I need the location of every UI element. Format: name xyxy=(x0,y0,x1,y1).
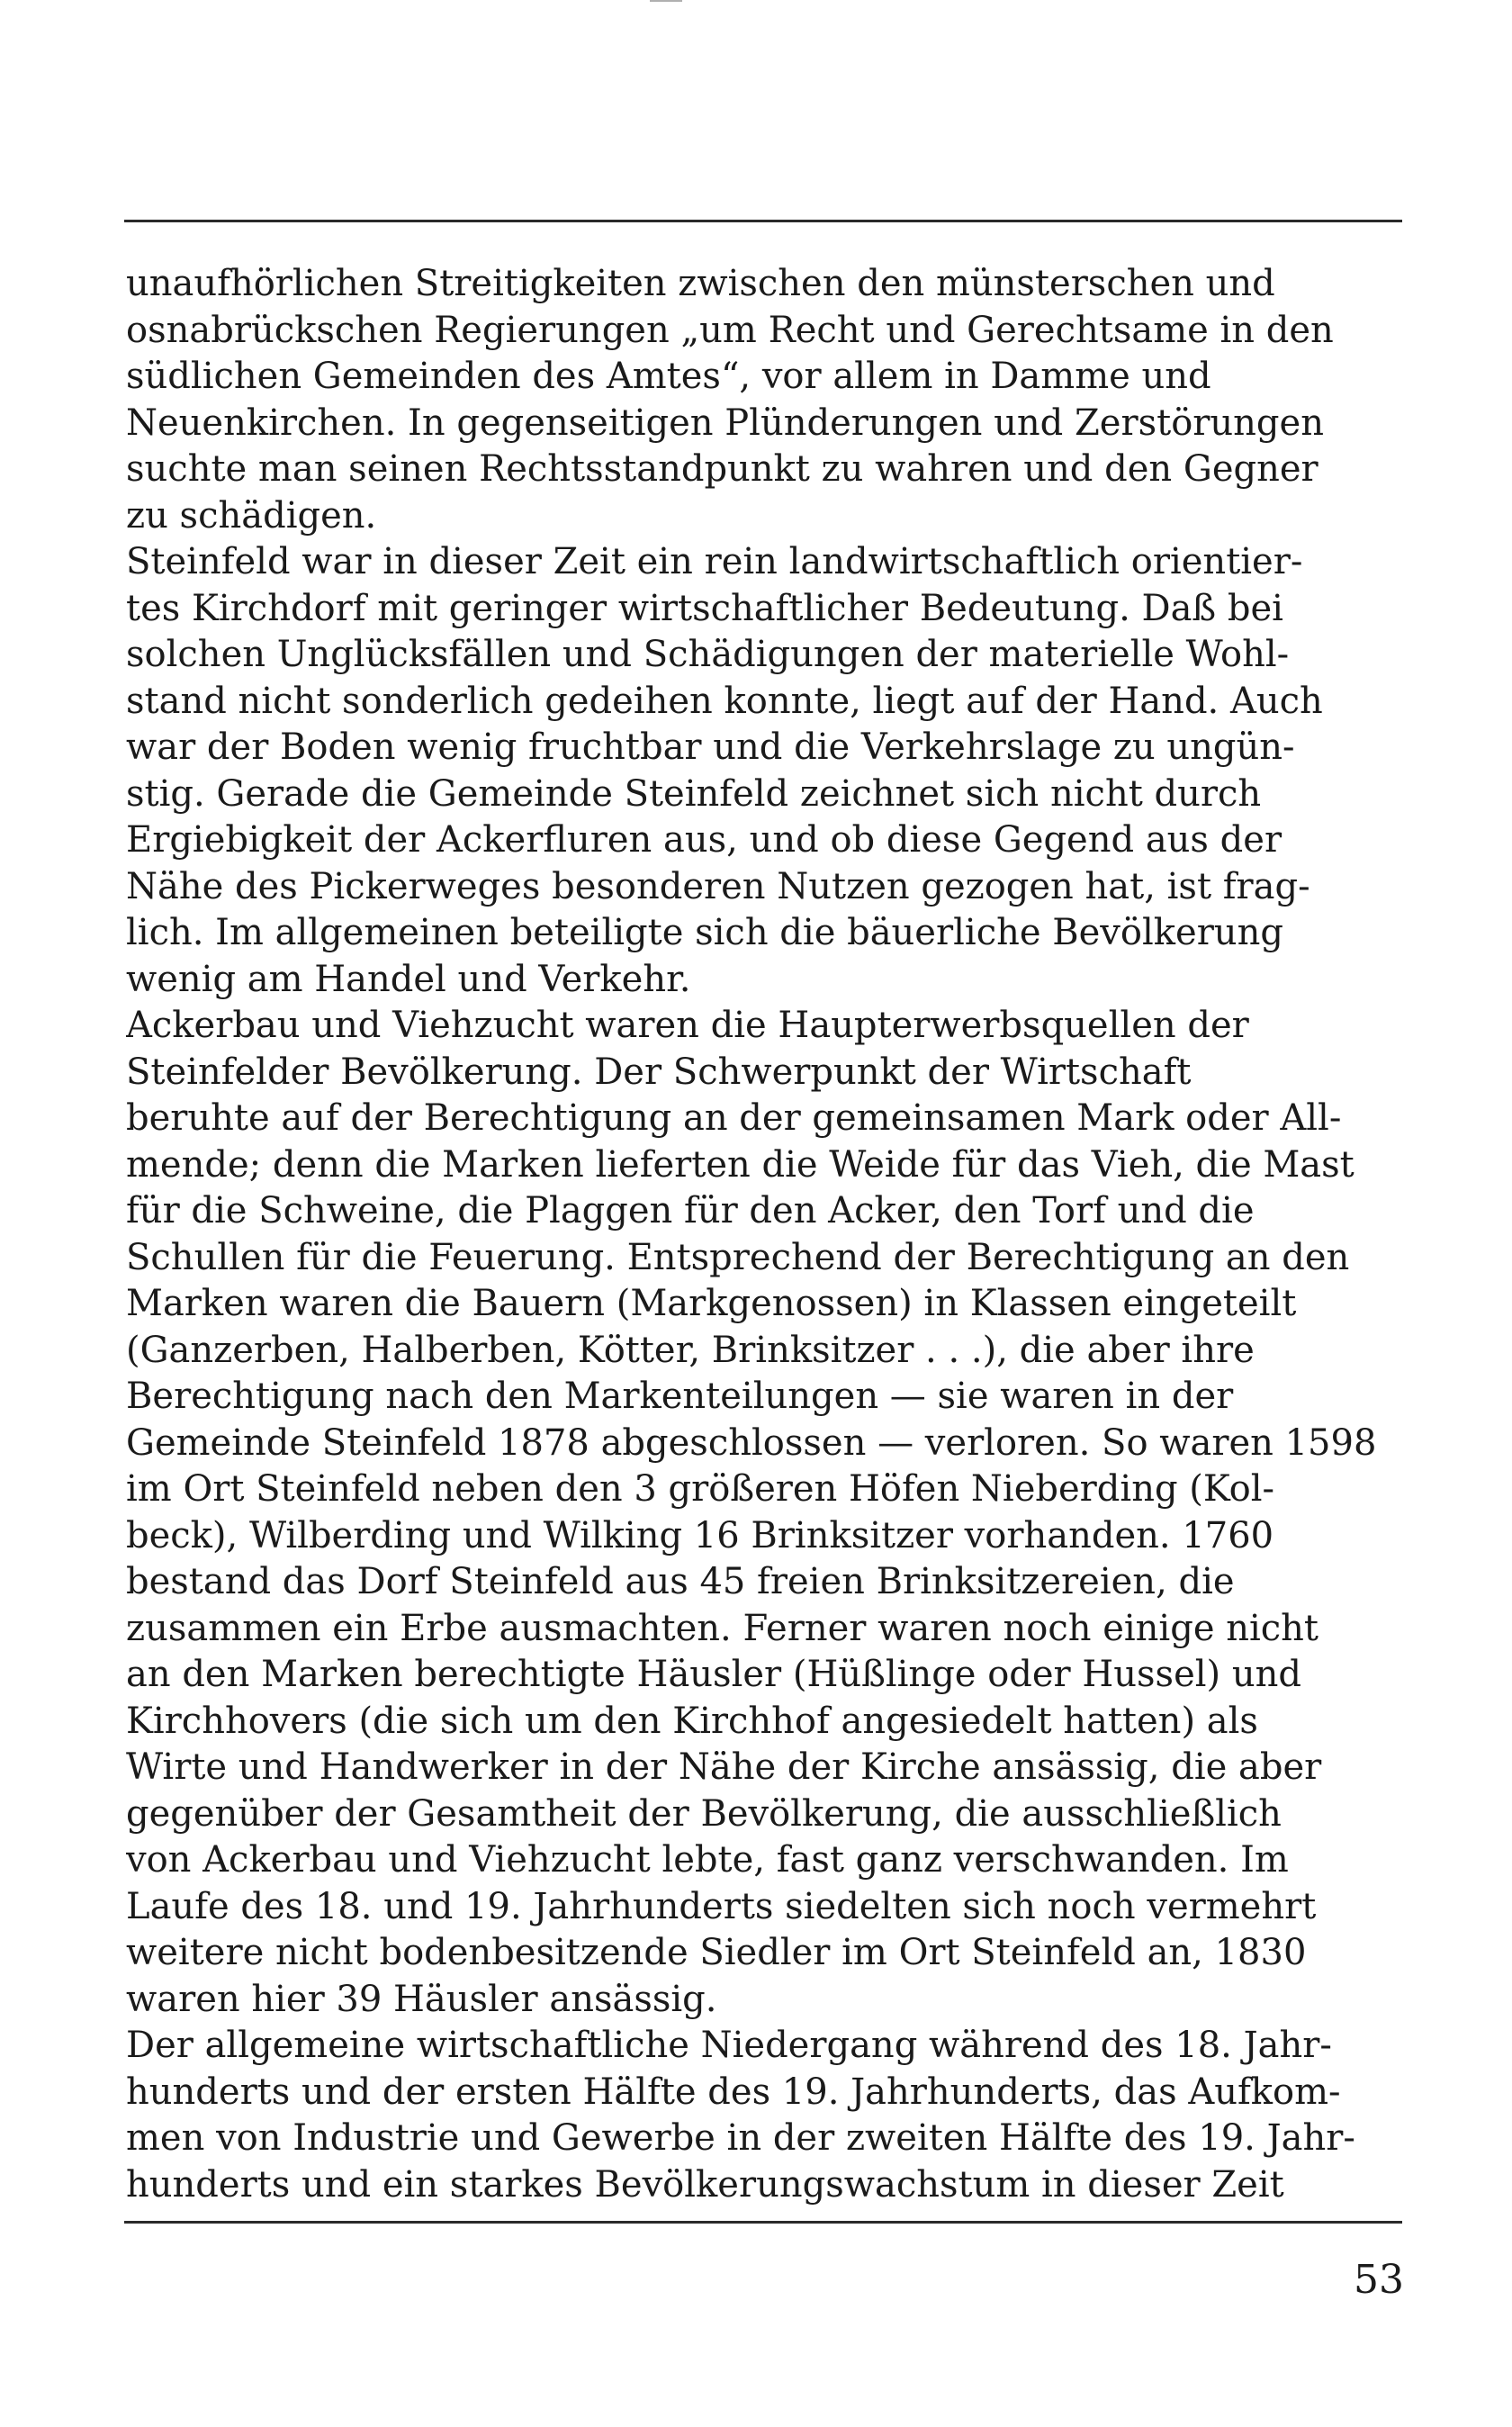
text-line: Gemeinde Steinfeld 1878 abgeschlossen — verloren. So waren 1598 xyxy=(126,1421,1377,1464)
text-line: Steinfelder Bevölkerung. Der Schwerpunkt der Wirtschaft xyxy=(126,1051,1192,1093)
text-line: men von Industrie und Gewerbe in der zweiten Hälfte des 19. Jahr- xyxy=(126,2117,1355,2159)
text-line: Kirchhovers (die sich um den Kirchhof angesiedelt hatten) als xyxy=(126,1700,1258,1742)
text-line: Steinfeld war in dieser Zeit ein rein landwirtschaftlich orientier- xyxy=(126,541,1303,582)
text-line: suchte man seinen Rechtsstandpunkt zu wahren und den Gegner xyxy=(126,448,1318,490)
page-number: 53 xyxy=(1354,2257,1404,2303)
text-line: gegenüber der Gesamtheit der Bevölkerung, die ausschließlich xyxy=(126,1792,1282,1835)
text-line: im Ort Steinfeld neben den 3 größeren Höfen Nieberding (Kol- xyxy=(126,1468,1275,1510)
text-line: hunderts und ein starkes Bevölkerungswachstum in dieser Zeit xyxy=(126,2163,1284,2206)
text-line: an den Marken berechtigte Häusler (Hüßlinge oder Hussel) und xyxy=(126,1654,1301,1695)
top-edge-mark xyxy=(650,0,682,2)
text-line: beruhte auf der Berechtigung an der gemeinsamen Mark oder All- xyxy=(126,1097,1342,1139)
text-line: lich. Im allgemeinen beteiligte sich die bäuerliche Bevölkerung xyxy=(126,912,1283,953)
text-line: solchen Unglücksfällen und Schädigungen der materielle Wohl- xyxy=(126,634,1290,675)
text-line: Ergiebigkeit der Ackerfluren aus, und ob diese Gegend aus der xyxy=(126,819,1282,861)
body-text xyxy=(126,261,1404,2213)
text-line: zusammen ein Erbe ausmachten. Ferner waren noch einige nicht xyxy=(126,1607,1318,1649)
text-line: Nähe des Pickerweges besonderen Nutzen gezogen hat, ist frag- xyxy=(126,865,1310,907)
text-line: weitere nicht bodenbesitzende Siedler im Ort Steinfeld an, 1830 xyxy=(126,1932,1307,1973)
text-line: bestand das Dorf Steinfeld aus 45 freien Brinksitzereien, die xyxy=(126,1561,1235,1602)
text-line: beck), Wilberding und Wilking 16 Brinksitzer vorhanden. 1760 xyxy=(126,1514,1274,1556)
text-line: war der Boden wenig fruchtbar und die Verkehrslage zu ungün- xyxy=(126,726,1295,768)
text-line: Schullen für die Feuerung. Entsprechend der Berechtigung an den xyxy=(126,1236,1350,1278)
text-line: von Ackerbau und Viehzucht lebte, fast ganz verschwanden. Im xyxy=(126,1839,1289,1881)
text-line: südlichen Gemeinden des Amtes“, vor allem in Damme und xyxy=(126,356,1211,397)
text-line: stand nicht sonderlich gedeihen konnte, liegt auf der Hand. Auch xyxy=(126,680,1323,722)
bottom-rule xyxy=(124,2221,1402,2224)
text-line: für die Schweine, die Plaggen für den Acker, den Torf und die xyxy=(126,1190,1255,1232)
text-line: waren hier 39 Häusler ansässig. xyxy=(126,1978,717,2020)
text-line: Neuenkirchen. In gegenseitigen Plünderungen und Zerstörungen xyxy=(126,401,1324,444)
text-line: wenig am Handel und Verkehr. xyxy=(126,958,691,1000)
text-line: Berechtigung nach den Markenteilungen — sie waren in der xyxy=(126,1376,1234,1417)
text-line: Laufe des 18. und 19. Jahrhunderts siedelten sich noch vermehrt xyxy=(126,1885,1317,1927)
text-line: osnabrückschen Regierungen „um Recht und Gerechtsame in den xyxy=(126,309,1334,351)
text-line: zu schädigen. xyxy=(126,494,377,537)
text-line: Wirte und Handwerker in der Nähe der Kirche ansässig, die aber xyxy=(126,1746,1322,1788)
text-line: Der allgemeine wirtschaftliche Niedergang während des 18. Jahr- xyxy=(126,2025,1332,2066)
text-line: stig. Gerade die Gemeinde Steinfeld zeichnet sich nicht durch xyxy=(126,772,1262,815)
top-rule xyxy=(124,220,1402,222)
text-line: hunderts und der ersten Hälfte des 19. Jahrhunderts, das Aufkom- xyxy=(126,2071,1341,2113)
text-line: Marken waren die Bauern (Markgenossen) in Klassen eingeteilt xyxy=(126,1283,1297,1324)
text-line: (Ganzerben, Halberben, Kötter, Brinksitzer . . .), die aber ihre xyxy=(126,1329,1255,1371)
text-line: tes Kirchdorf mit geringer wirtschaftlicher Bedeutung. Daß bei xyxy=(126,587,1283,629)
text-line: Ackerbau und Viehzucht waren die Haupterwerbsquellen der xyxy=(126,1005,1249,1046)
text-line: mende; denn die Marken lieferten die Weide für das Vieh, die Mast xyxy=(126,1143,1354,1186)
text-line: unaufhörlichen Streitigkeiten zwischen den münsterschen und xyxy=(126,263,1275,304)
